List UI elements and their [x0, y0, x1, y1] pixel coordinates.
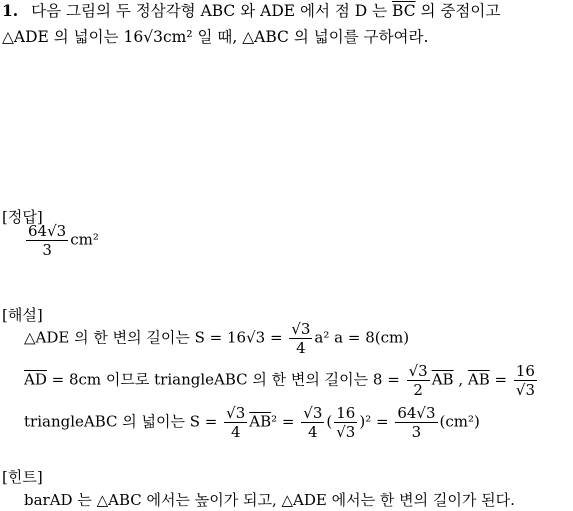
problem-line-1 — [2, 0, 500, 22]
exp-l2-frac2-num: 16 — [514, 362, 537, 381]
exp-l2-comma: , — [458, 370, 464, 389]
exp-l2-fraction-2 — [514, 362, 537, 399]
exp-l3-fraction-1 — [224, 404, 247, 441]
exp-l1-frac-num: √3 — [291, 320, 311, 338]
segment-ad: $\overline{AD}$ — [24, 370, 47, 389]
segment-bc: $\overline{BC}$ — [392, 2, 416, 20]
segment-ab-3: $\overline{AB}$ — [249, 412, 272, 431]
exp-l3-fraction-2 — [301, 404, 324, 441]
hint-text: barAD 는 △ABC 에서는 높이가 되고, △ADE 에서는 한 변의 길이가 된다. — [24, 491, 515, 509]
explanation-line-1 — [24, 320, 409, 357]
exp-l3-paren-open: ( — [326, 412, 333, 431]
problem-line-2: △ADE 의 넓이는 16√3cm² 일 때, △ABC 의 넓이를 구하여라. — [2, 28, 429, 46]
answer-expression — [24, 222, 99, 259]
answer-unit: cm² — [70, 230, 99, 249]
exp-l3-f4-num: 64√3 — [397, 404, 436, 422]
exp-l2-frac-den: 2 — [413, 381, 423, 399]
answer-fraction — [26, 222, 68, 259]
exp-l3-f1-num: √3 — [226, 404, 246, 422]
exp-l3-text: triangleABC 의 넓이는 S = — [24, 412, 218, 431]
exp-l3-f1-den: 4 — [230, 423, 241, 441]
problem-text-1: 다음 그림의 두 정삼각형 ABC 와 ADE 에서 점 D 는 — [31, 2, 388, 20]
exp-l1-fraction — [289, 320, 312, 357]
exp-l3-eq1: ² = — [271, 412, 295, 431]
exp-l1-frac-den: 4 — [296, 339, 306, 357]
exp-l3-fraction-3 — [334, 404, 357, 441]
exp-l2-text: = 8cm 이므로 triangleABC 의 한 변의 길이는 8 = — [51, 370, 400, 389]
exp-l1-tail: a² a = 8(cm) — [314, 328, 410, 347]
answer-label: [정답] — [2, 208, 43, 226]
exp-l3-f4-den: 3 — [411, 423, 422, 441]
exp-l2-fraction — [407, 362, 430, 399]
explanation-label: [해설] — [2, 306, 43, 324]
problem-text-1-end: 의 중점이고 — [420, 2, 501, 20]
answer-denominator: 3 — [42, 241, 52, 259]
exp-l3-f2-den: 4 — [308, 423, 318, 441]
problem-number: 1. — [2, 1, 19, 20]
exp-l2-equals: = — [494, 370, 508, 389]
exp-l3-fraction-4 — [395, 404, 437, 441]
exp-l3-f3-num: 16 — [334, 404, 357, 423]
hint-label: [힌트] — [2, 468, 43, 486]
exp-l2-frac-num: √3 — [408, 362, 428, 380]
exp-l3-paren-close: )² = — [359, 412, 389, 431]
exp-l1-text: △ADE 의 한 변의 길이는 S = 16√3 = — [24, 328, 283, 347]
exp-l3-unit: (cm²) — [439, 412, 480, 431]
exp-l3-f3-den: √3 — [336, 423, 356, 441]
exp-l2-frac2-den: √3 — [515, 381, 535, 399]
explanation-line-3 — [24, 404, 480, 441]
exp-l3-f2-num: √3 — [303, 404, 323, 422]
explanation-line-2 — [24, 362, 539, 399]
answer-numerator: 64√3 — [28, 222, 67, 240]
segment-ab-2: $\overline{AB}$ — [467, 370, 490, 389]
segment-ab-1: $\overline{AB}$ — [431, 370, 454, 389]
